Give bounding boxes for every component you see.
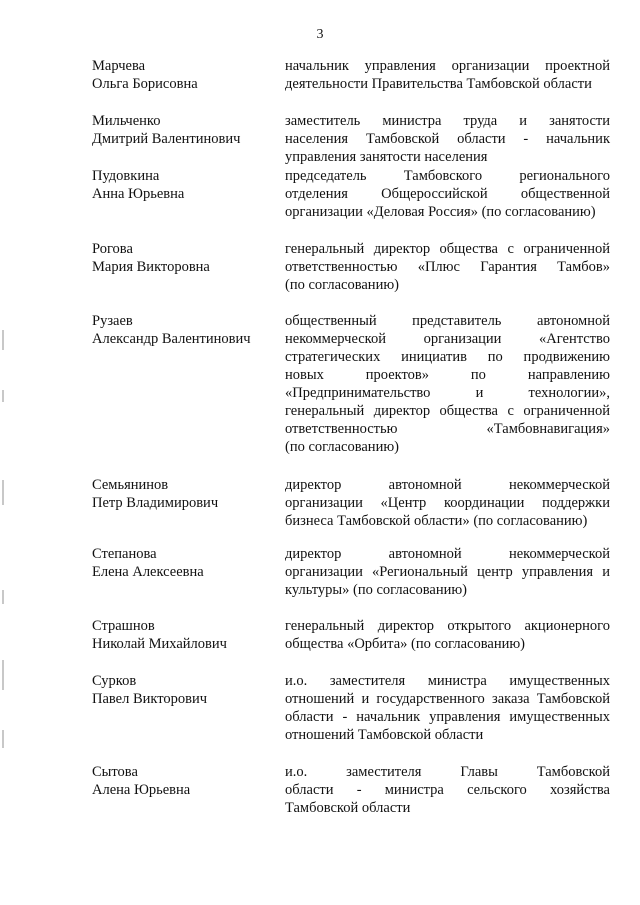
member-name-line: Семьянинов [92,477,169,493]
member-position-line: Тамбовской области [285,800,411,816]
member-name [92,672,272,708]
member-name-line: Алена Юрьевна [92,782,191,798]
member-position [285,763,610,817]
member-position-line: ответственностью «Плюс Гарантия Тамбов» [285,259,610,275]
member-position-line: отношений и государственного заказа Тамбовской [285,691,610,707]
member-name-line: Сытова [92,764,138,780]
member-position-line: (по согласованию) [285,439,399,455]
member-position-line: и.о. заместителя Главы Тамбовской [285,764,610,780]
member-position-line: генеральный директор открытого акционерного [285,618,610,634]
member-position-line: общества «Орбита» (по согласованию) [285,636,526,652]
member-name-line: Мария Викторовна [92,259,210,275]
member-position [285,240,610,294]
member-name [92,763,272,799]
member-position-line: населения Тамбовской области - начальник [285,131,610,147]
member-position-line: организации «Региональный центр управления и [285,564,610,580]
member-position-line: ответственностью «Тамбовнавигация» [285,421,610,437]
member-position-line: председатель Тамбовского регионального [285,168,610,184]
member-position [285,617,610,653]
member-name [92,57,272,93]
member-name-line: Павел Викторович [92,691,208,707]
member-name-line: Петр Владимирович [92,495,219,511]
member-position-line: организации «Центр координации поддержки [285,495,610,511]
member-position [285,112,610,166]
member-position-line: «Предпринимательство и технологии», [285,385,610,401]
member-name-line: Александр Валентинович [92,331,251,347]
member-name [92,476,272,512]
member-position [285,476,610,530]
member-position-line: организации «Деловая Россия» (по согласованию) [285,204,596,220]
member-name-line: Марчева [92,58,146,74]
member-position [285,167,610,221]
member-position-line: деятельности Правительства Тамбовской области [285,76,592,92]
member-name-line: Дмитрий Валентинович [92,131,241,147]
member-position-line: бизнеса Тамбовской области» (по согласованию) [285,513,588,529]
member-position-line: и.о. заместителя министра имущественных [285,673,610,689]
member-name [92,617,272,653]
member-position-line: начальник управления организации проектной [285,58,610,74]
member-position [285,57,610,93]
member-name-line: Сурков [92,673,137,689]
member-position-line: области - министра сельского хозяйства [285,782,610,798]
scan-edge-marks [2,330,5,760]
member-position [285,672,610,744]
member-position-line: отношений Тамбовской области [285,727,484,743]
member-position-line: (по согласованию) [285,277,399,293]
member-position-line: генеральный директор общества с ограниченной [285,241,610,257]
member-name-line: Страшнов [92,618,155,634]
member-position [285,545,610,599]
member-position-line: новых проектов» по направлению [285,367,610,383]
member-name [92,545,272,581]
member-name-line: Мильченко [92,113,161,129]
member-name-line: Рузаев [92,313,133,329]
member-name-line: Рогова [92,241,133,257]
member-position-line: некоммерческой организации «Агентство [285,331,610,347]
member-position [285,312,610,456]
member-name-line: Пудовкина [92,168,160,184]
member-position-line: директор автономной некоммерческой [285,477,610,493]
member-name-line: Ольга Борисовна [92,76,198,92]
member-name [92,312,272,348]
member-position-line: заместитель министра труда и занятости [285,113,610,129]
member-name [92,112,272,148]
member-position-line: общественный представитель автономной [285,313,610,329]
page-number: 3 [316,27,324,42]
member-name-line: Елена Алексеевна [92,564,204,580]
member-position-line: отделения Общероссийской общественной [285,186,610,202]
member-name [92,240,272,276]
member-name-line: Степанова [92,546,157,562]
member-position-line: области - начальник управления имущественных [285,709,610,725]
member-name [92,167,272,203]
member-position-line: культуры» (по согласованию) [285,582,468,598]
member-position-line: стратегических инициатив по продвижению [285,349,610,365]
member-name-line: Анна Юрьевна [92,186,185,202]
member-name-line: Николай Михайлович [92,636,227,652]
member-position-line: управления занятости населения [285,149,488,165]
member-position-line: директор автономной некоммерческой [285,546,610,562]
member-position-line: генеральный директор общества с ограниченной [285,403,610,419]
